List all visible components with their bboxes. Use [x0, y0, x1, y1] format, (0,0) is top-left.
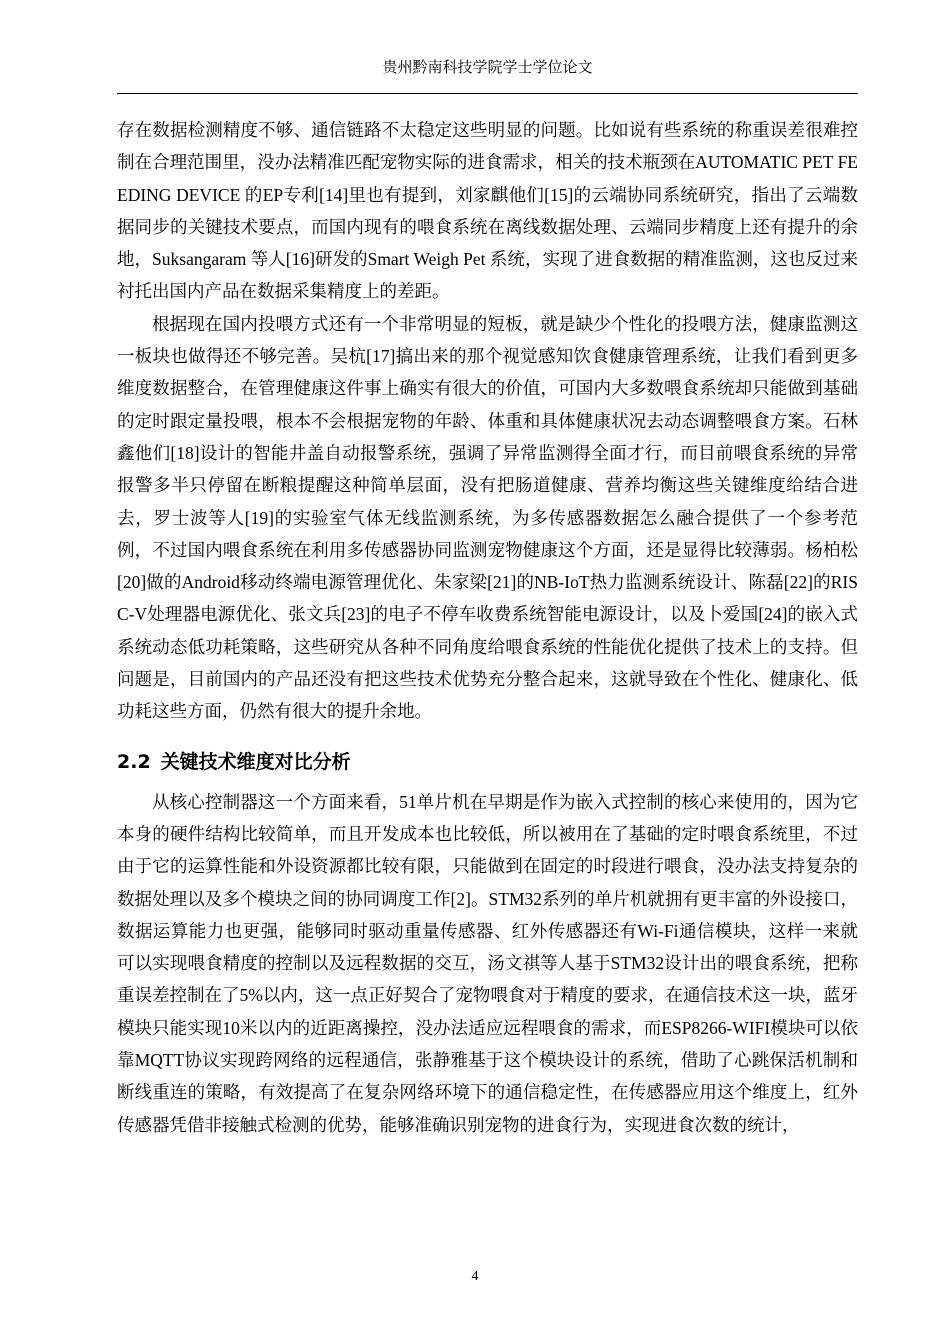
section-heading	[117, 748, 858, 776]
body-paragraph-3: 从核心控制器这一个方面来看，51单片机在早期是作为嵌入式控制的核心来使用的，因为它本身的硬件结构比较简单，而且开发成本也比较低，所以被用在了基础的定时喂食系统里，不过由于它的运算性能和外设资源都比较有限，只能做到在固定的时段进行喂食，没办法支持复杂的数据处理以及多个模块之间的协同调度工作[2]。STM32系列的单片机就拥有更丰富的外设接口，数据运算能力也更强，能够同时驱动重量传感器、红外传感器还有Wi-Fi通信模块，这样一来就可以实现喂食精度的控制以及远程数据的交互，汤文祺等人基于STM32设计出的喂食系统，把称重误差控制在了5%以内，这一点正好契合了宠物喂食对于精度的要求，在通信技术这一块，蓝牙模块只能实现10米以内的近距离操控，没办法适应远程喂食的需求，而ESP8266-WIFI模块可以依靠MQTT协议实现跨网络的远程通信，张静雅基于这个模块设计的系统，借助了心跳保活机制和断线重连的策略，有效提高了在复杂网络环境下的通信稳定性，在传感器应用这个维度上，红外传感器凭借非接触式检测的优势，能够准确识别宠物的进食行为，实现进食次数的统计，	[117, 791, 858, 1135]
section-title: 关键技术维度对比分析	[160, 750, 351, 773]
running-header: 贵州黔南科技学院学士学位论文	[117, 58, 858, 94]
body-paragraph-1: 存在数据检测精度不够、通信链路不太稳定这些明显的问题。比如说有些系统的称重误差很难控制在合理范围里，没办法精准匹配宠物实际的进食需求，相关的技术瓶颈在AUTOMATIC PET FEEDING DEVICE 的EP专利[14]里也有提到，刘家麒他们[15]的云端协同系统研究，指出了云端数据同步的关键技术要点，而国内现有的喂食系统在离线数据处理、云端同步精度上还有提升的余地，Suksangaram 等人[16]研发的Smart Weigh Pet 系统，实现了进食数据的精准监测，这也反过来衬托出国内产品在数据采集精度上的差距。	[117, 120, 858, 302]
section-number: 2.2	[117, 750, 151, 773]
page-body	[117, 114, 858, 1141]
page-number: 4	[471, 1269, 479, 1284]
body-paragraph-2: 根据现在国内投喂方式还有一个非常明显的短板，就是缺少个性化的投喂方法，健康监测这一板块也做得还不够完善。吴杭[17]搞出来的那个视觉感知饮食健康管理系统，让我们看到更多维度数据整合，在管理健康这件事上确实有很大的价值，可国内大多数喂食系统却只能做到基础的定时跟定量投喂，根本不会根据宠物的年龄、体重和具体健康状况去动态调整喂食方案。石林鑫他们[18]设计的智能井盖自动报警系统，强调了异常监测得全面才行，而目前喂食系统的异常报警多半只停留在断粮提醒这种简单层面，没有把肠道健康、营养均衡这些关键维度给结合进去，罗士波等人[19]的实验室气体无线监测系统，为多传感器数据怎么融合提供了一个参考范例，不过国内喂食系统在利用多传感器协同监测宠物健康这个方面，还是显得比较薄弱。杨柏松[20]做的Android移动终端电源管理优化、朱家梁[21]的NB-IoT热力监测系统设计、陈磊[22]的RISC-V处理器电源优化、张文兵[23]的电子不停车收费系统智能电源设计，以及卜爱国[24]的嵌入式系统动态低功耗策略，这些研究从各种不同角度给喂食系统的性能优化提供了技术上的支持。但问题是，目前国内的产品还没有把这些技术优势充分整合起来，这就导致在个性化、健康化、低功耗这些方面，仍然有很大的提升余地。	[117, 313, 858, 722]
